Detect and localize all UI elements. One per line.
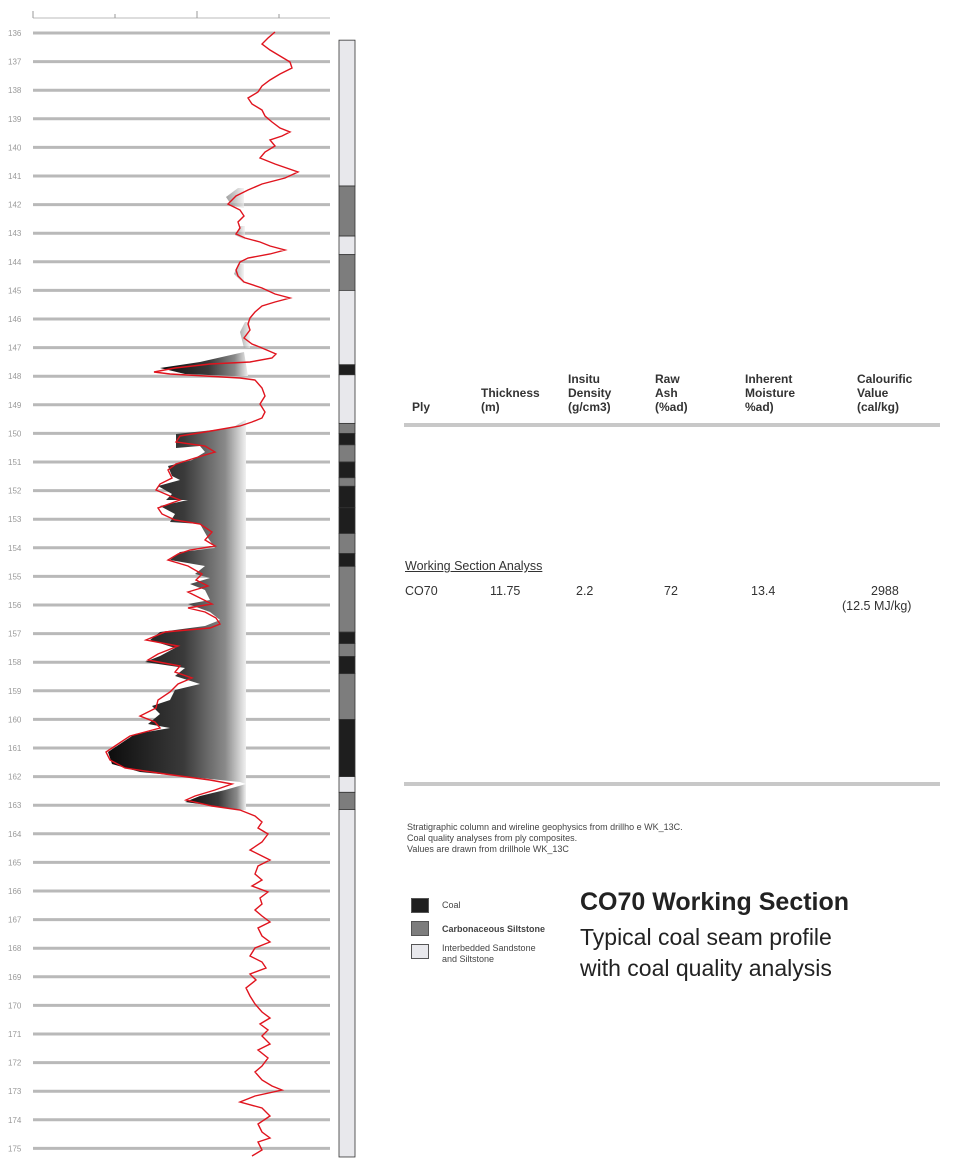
header-moisture: Inherent Moisture %ad) xyxy=(745,372,796,414)
lithology-carbonaceous-siltstone xyxy=(339,423,355,433)
row-thickness: 11.75 xyxy=(490,584,521,598)
depth-label: 174 xyxy=(8,1115,22,1125)
table-top-rule xyxy=(404,423,940,427)
depth-label: 161 xyxy=(8,744,22,753)
legend-swatch-coal xyxy=(411,898,429,913)
depth-grid-lines xyxy=(33,33,330,1148)
lithology-carbonaceous-siltstone xyxy=(339,255,355,291)
depth-label: 159 xyxy=(8,686,22,696)
lithology-coal xyxy=(339,365,355,375)
depth-label: 145 xyxy=(8,286,22,296)
depth-label: 148 xyxy=(8,372,22,382)
depth-label: 144 xyxy=(8,257,22,267)
lithology-carbonaceous-siltstone xyxy=(339,445,355,462)
lithology-carbonaceous-siltstone xyxy=(339,644,355,657)
figure-subtitle: Typical coal seam profile with coal quality analysis xyxy=(580,924,832,981)
depth-label: 139 xyxy=(8,114,22,124)
lithology-coal xyxy=(339,433,355,444)
depth-label: 166 xyxy=(8,887,22,896)
depth-label: 170 xyxy=(8,1001,22,1011)
lithology-interbedded xyxy=(339,40,355,186)
lithology-coal xyxy=(339,632,355,643)
table-bottom-rule xyxy=(404,782,940,786)
depth-label: 171 xyxy=(8,1030,22,1039)
section-label: Working Section Analyss xyxy=(405,559,543,573)
depth-label: 165 xyxy=(8,858,22,868)
legend-label-carbonaceous-siltstone: Carbonaceous Siltstone xyxy=(442,924,546,934)
lithology-carbonaceous-siltstone xyxy=(339,792,355,809)
depth-label: 149 xyxy=(8,400,22,410)
depth-label: 172 xyxy=(8,1058,22,1068)
depth-label: 162 xyxy=(8,772,22,782)
lithology-carbonaceous-siltstone xyxy=(339,674,355,720)
row-ply: CO70 xyxy=(405,584,438,598)
lithology-interbedded xyxy=(339,236,355,255)
depth-label: 136 xyxy=(8,29,22,38)
lithology-interbedded xyxy=(339,375,355,424)
lithology-carbonaceous-siltstone xyxy=(339,478,355,487)
lithology-interbedded xyxy=(339,290,355,364)
depth-label: 142 xyxy=(8,200,22,210)
depth-label: 168 xyxy=(8,944,22,954)
depth-label: 164 xyxy=(8,829,22,839)
depth-label: 141 xyxy=(8,172,22,181)
depth-label: 150 xyxy=(8,429,22,439)
depth-label: 151 xyxy=(8,458,22,467)
depth-label: 160 xyxy=(8,715,22,725)
lithology-coal xyxy=(339,719,355,776)
header-ply: Ply xyxy=(412,400,431,414)
depth-label: 156 xyxy=(8,601,22,610)
lithology-carbonaceous-siltstone xyxy=(339,566,355,632)
row-ash: 72 xyxy=(664,584,678,598)
lithology-coal xyxy=(339,486,355,507)
lithology-carbonaceous-siltstone xyxy=(339,534,355,554)
depth-label: 173 xyxy=(8,1087,22,1097)
source-notes: Stratigraphic column and wireline geophysics from drillho e WK_13C. Coal quality analyses from ply composites. Values are drawn from drillhole WK_13C xyxy=(407,822,683,854)
depth-label: 146 xyxy=(8,315,22,324)
lithology-column xyxy=(339,40,355,1157)
legend-swatch-interbedded xyxy=(411,944,429,959)
lithology-coal xyxy=(339,656,355,673)
legend-label-coal: Coal xyxy=(442,900,461,910)
lithology-carbonaceous-siltstone xyxy=(339,186,355,236)
row-calorific-mj: (12.5 MJ/kg) xyxy=(842,599,912,613)
lithology-interbedded xyxy=(339,777,355,793)
header-ash: Raw Ash (%ad) xyxy=(655,372,688,414)
row-calorific: 2988 xyxy=(871,584,899,598)
header-thickness: Thickness (m) xyxy=(481,386,540,414)
depth-label: 153 xyxy=(8,515,22,525)
lithology-interbedded xyxy=(339,809,355,1156)
depth-label: 158 xyxy=(8,658,22,668)
lithology-coal xyxy=(339,554,355,567)
depth-axis-labels xyxy=(8,29,22,1153)
row-moisture: 13.4 xyxy=(751,584,776,598)
depth-label: 155 xyxy=(8,572,22,582)
log-scale-ticks xyxy=(33,11,330,18)
depth-label: 175 xyxy=(8,1144,22,1154)
depth-label: 143 xyxy=(8,229,22,239)
row-density: 2.2 xyxy=(576,584,594,598)
header-calorific: Calourific Value (cal/kg) xyxy=(857,372,913,414)
depth-label: 140 xyxy=(8,143,22,153)
lithology-coal xyxy=(339,508,355,534)
depth-label: 157 xyxy=(8,629,22,639)
header-density: Insitu Density (g/cm3) xyxy=(568,372,612,414)
depth-label: 147 xyxy=(8,343,22,353)
depth-label: 137 xyxy=(8,57,22,67)
depth-label: 163 xyxy=(8,801,22,811)
legend-label-interbedded: Interbedded Sandstone and Siltstone xyxy=(442,943,536,964)
lithology-coal xyxy=(339,462,355,478)
depth-label: 152 xyxy=(8,486,22,496)
depth-label: 169 xyxy=(8,972,22,982)
depth-label: 138 xyxy=(8,86,22,96)
depth-label: 167 xyxy=(8,915,22,925)
wireline-log-curve xyxy=(106,32,298,1156)
legend-swatch-carbonaceous-siltstone xyxy=(411,921,429,936)
figure-title: CO70 Working Section xyxy=(580,888,850,916)
depth-label: 154 xyxy=(8,543,22,553)
